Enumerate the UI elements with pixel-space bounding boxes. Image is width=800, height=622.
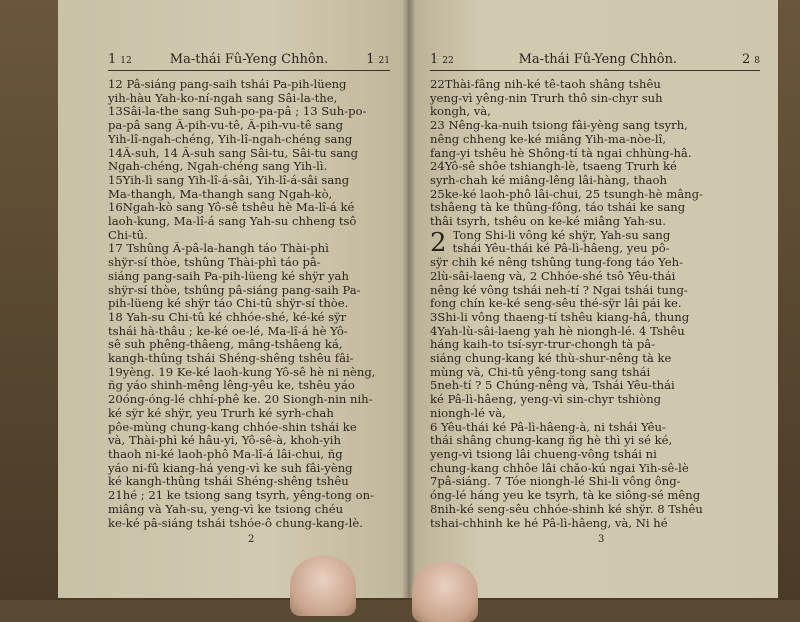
text-line: siáng pang-saih Pa-pih-lüeng ké shÿr yah [108, 269, 349, 283]
text-line: 19yèng. 19 Ke-ké laoh-kung Yô-sê hè ni nèng, [108, 365, 376, 379]
text-line: óng-lé háng yeu ke tsyrh, tà ke siông-sé mêng [430, 489, 701, 503]
right-header-chapter [430, 52, 454, 67]
text-line: Ngah-chéng, Ngah-chéng sang Yih-lì. [108, 160, 328, 174]
text-line: miâng và Yah-su, yeng-vì ke tsiong chéu [108, 502, 344, 516]
text-line: kangh-thûng tshái Shéng-shêng tshêu fâi- [108, 352, 354, 366]
text-line: tshai-chhinh ke hé Pâ-lì-hâeng, và, Ni hé [430, 516, 668, 530]
text-line: 2lù-sâi-laeng và, 2 Chhóe-shé tsô Yêu-thái [430, 269, 676, 283]
text-line: tshâeng tà ke thûng-fông, táo tshái ke sang [430, 201, 686, 215]
text-line: Tong Shi-li vông ké shÿr, Yah-su sang [452, 228, 671, 242]
left-header-end-chapter: 1 [366, 52, 375, 67]
text-line: tshái Yêu-thái ké Pâ-lì-hâeng, yeu pô- [452, 242, 670, 256]
text-line: ké Pâ-lì-hâeng, yeng-vì sin-chyr tshiòng [430, 393, 662, 407]
left-running-header [108, 52, 390, 67]
text-line: kongh, và, [430, 105, 491, 119]
left-header-verse-range [366, 52, 390, 67]
text-line: ké sÿr ké shÿr, yeu Trurh ké syrh-chah [108, 406, 334, 420]
text-line: fang-yi tshêu hè Shông-tí tà ngai chhùng-hâ. [430, 146, 692, 160]
text-line: 6 Yêu-thái ké Pâ-lì-hâeng-à, ni tshái Yêu- [430, 420, 666, 434]
text-line: ñg yáo shinh-mêng lêng-yêu ke, tshêu yáo [108, 379, 355, 393]
text-line: thaoh ni-ké laoh-phô Ma-lî-á lâi-chui, ñg [108, 447, 343, 461]
text-line: yeng-vì tsiong lâi chueng-vông tshái ni [430, 447, 657, 461]
right-page-text-block-1 [430, 78, 760, 229]
right-page-number: 3 [598, 534, 605, 545]
left-header-chapter-num: 1 [108, 52, 117, 67]
text-line: chung-kang chhôe lâi chǎo-kú ngai Yih-sê-lè [430, 461, 689, 475]
text-line: háng kaih-to tsí-syr-trur-chongh tà pâ- [430, 338, 656, 352]
left-page-number: 2 [248, 534, 255, 545]
text-line: 7pâ-siáng. 7 Tóe niongh-lé Shi-li vông ông- [430, 475, 681, 489]
right-header-chapter-num: 1 [430, 52, 439, 67]
text-line: 23 Nêng-ka-nuih tsiong fâi-yèng sang tsyrh, [430, 119, 688, 133]
text-line: 12 Pâ-siáng pang-saih tshái Pa-pih-lüeng [108, 78, 347, 91]
right-page-text [430, 78, 760, 530]
text-line: 17 Tshûng Â-pâ-la-hangh táo Thài-phì [108, 242, 329, 256]
text-line: yih-hàu Yah-ko-ní-ngah sang Sâi-la-the, [108, 91, 338, 105]
text-line: Chi-tû. [108, 228, 148, 242]
left-header-rule [108, 70, 390, 71]
text-line: ké kangh-thûng tshái Shéng-shêng tshêu [108, 475, 349, 489]
text-line: 24Yô-sê shôe tshiangh-lè, tsaeng Trurh ké [430, 160, 677, 174]
book-gutter [402, 0, 416, 598]
left-header-chapter [108, 52, 132, 67]
text-line: niongh-lé và, [430, 406, 506, 420]
text-line: sÿr chih ké nêng tshûng tung-fong táo Yeh- [430, 256, 684, 270]
right-header-title: Ma-thái Fû-Yeng Chhôn. [518, 52, 678, 67]
text-line: fong chín ke-ké seng-sêu thé-sÿr lâi pái ke. [430, 297, 682, 311]
text-line: Ma-thangh, Ma-thangh sang Ngah-kò, [108, 187, 333, 201]
text-line: 8nih-ké seng-sêu chhóe-shinh ké shÿr. 8 Tshêu [430, 502, 703, 516]
text-line: mùng và, Chi-tû yêng-tong sang tshái [430, 365, 651, 379]
text-line: 21hé ; 21 ke tsiong sang tsyrh, yêng-tong on- [108, 489, 375, 503]
text-line: 3Shi-li vông thaeng-tí tshêu kiang-hâ, thung [430, 310, 690, 324]
text-line: yeng-vì yêng-nin Trurh thô sin-chyr suh [430, 91, 663, 105]
left-header-title: Ma-thái Fû-Yeng Chhôn. [169, 52, 329, 67]
left-page-text [108, 78, 390, 530]
right-header-verse-range [742, 52, 760, 67]
right-page-text-block-2 [430, 256, 760, 530]
text-line: 20óng-óng-lé chhí-phê ke. 20 Siongh-nin nih- [108, 393, 373, 407]
text-line: laoh-kung, Ma-lî-á sang Yah-su chheng tsô [108, 215, 357, 229]
text-line: shÿr-sí thòe, tshûng Thài-phì táo pâ- [108, 256, 321, 270]
text-line: 4Yah-lù-sâi-laeng yah hè niongh-lé. 4 Tshêu [430, 324, 685, 338]
right-header-rule [430, 70, 760, 71]
text-line: nêng ké vông tshái neh-tí ? Ngai tshái tung- [430, 283, 688, 297]
open-book [58, 0, 778, 598]
text-line: syrh-chah ké miâng-lêng lâi-hàng, thaoh [430, 173, 667, 187]
right-header-verse-start: 22 [442, 56, 454, 66]
text-line: siáng chung-kang ké thù-shur-nêng tà ke [430, 352, 672, 366]
text-line: pa-pâ sang Â-pih-vu-tê, Â-pih-vu-tê sang [108, 119, 344, 133]
left-page [58, 0, 408, 598]
text-line: 22Thài-fâng nih-ké tê-taoh shâng tshêu [430, 78, 661, 91]
text-line: pôe-mùng chung-kang chhóe-shin tshái ke [108, 420, 357, 434]
text-line: thái shâng chung-kang ñg hè thì yi sé ké, [430, 434, 673, 448]
text-line: shÿr-sí thòe, tshûng pâ-siáng pang-saih Pa- [108, 283, 361, 297]
text-line: 18 Yah-su Chi-tû ké chhóe-shé, ké-ké sÿr [108, 310, 347, 324]
text-line: 16Ngah-kò sang Yô-sê tshêu hè Ma-lî-á ké [108, 201, 355, 215]
text-line: sê suh phêng-thâeng, mâng-tshâeng ká, [108, 338, 343, 352]
text-line: 14Â-suh, 14 Â-suh sang Sâi-tu, Sâi-tu sang [108, 146, 359, 160]
left-header-verse-start: 12 [120, 56, 132, 66]
text-line: ke-ké pâ-siáng tshái tshóe-ô chung-kang-lè. [108, 516, 363, 530]
text-line: và, Thài-phì ké hâu-yi, Yô-sê-à, khoh-yih [108, 434, 341, 448]
text-line: 25ke-ké laoh-phô lâi-chui, 25 tsungh-hè mâng- [430, 187, 703, 201]
text-line: yáo ni-fû kiang-há yeng-vì ke suh fâi-yèng [108, 461, 353, 475]
text-line: nêng chheng ke-ké miâng Yih-ma-nòe-lî, [430, 132, 667, 146]
chapter-opening-lines [430, 229, 760, 256]
right-running-header [430, 52, 760, 67]
chapter-2-opening [430, 229, 760, 256]
text-line: tshái hà-thâu ; ke-ké oe-lé, Ma-lî-á hè Yô- [108, 324, 348, 338]
right-header-end-chapter: 2 [741, 52, 751, 67]
left-thumb [290, 556, 356, 616]
right-header-verse-end: 8 [754, 56, 760, 66]
text-line: Yih-lî-ngah-chéng, Yih-lî-ngah-chéng sang [108, 132, 353, 146]
text-line: 15Yih-lì sang Yih-lî-á-sâi, Yih-lî-á-sâi sang [108, 173, 350, 187]
right-page [408, 0, 778, 598]
text-line: 13Sâi-la-the sang Suh-po-pa-pâ ; 13 Suh-po- [108, 105, 367, 119]
chapter-number-large: 2 [430, 227, 447, 258]
text-line: thâi tsyrh, tshêu on ke-ké miâng Yah-su. [430, 215, 666, 229]
left-header-verse-end: 21 [378, 56, 390, 66]
text-line: pih-lüeng ké shÿr táo Chi-tû shÿr-sí thòe. [108, 297, 349, 311]
right-thumb [412, 562, 478, 622]
text-line: 5neh-tí ? 5 Chúng-nêng và, Tshái Yêu-thái [430, 379, 675, 393]
